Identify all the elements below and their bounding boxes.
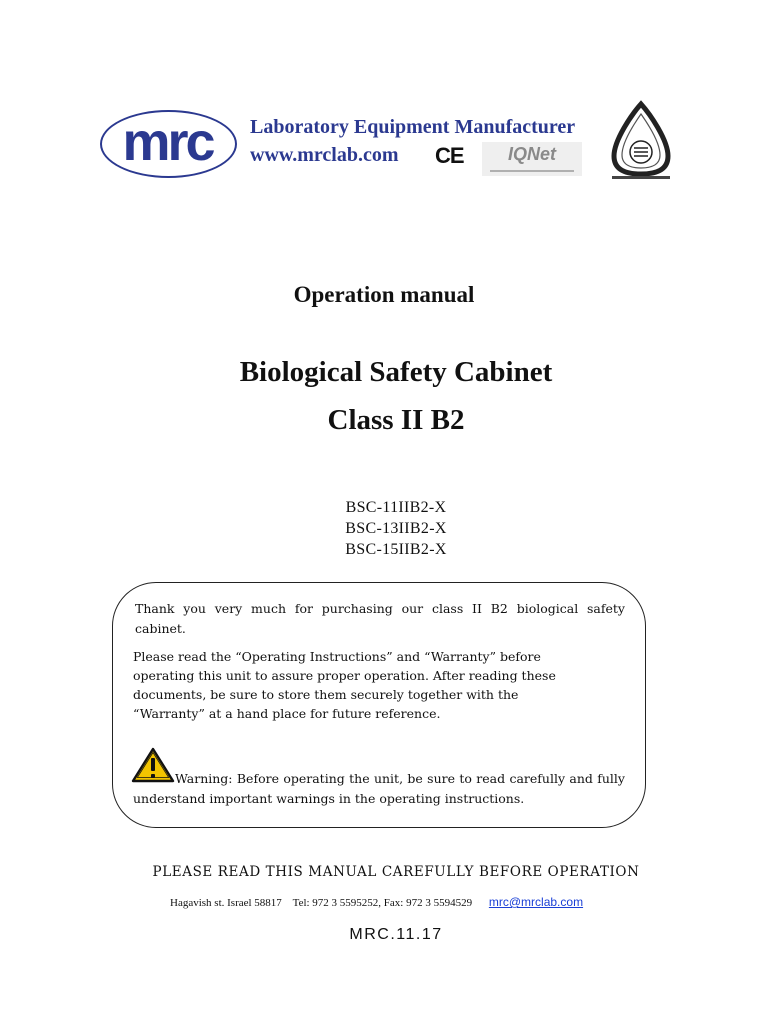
- iqnet-underline: [490, 170, 574, 172]
- model-number: BSC-15IIB2-X: [345, 541, 447, 558]
- header-banner: [90, 100, 690, 190]
- product-title: Biological Safety Cabinet: [239, 356, 553, 388]
- model-number: BSC-11IIB2-X: [345, 499, 447, 516]
- iqnet-logo: [482, 142, 582, 176]
- address-phone-fax: Hagavish st. Israel 58817 Tel: 972 3 5595252, Fax: 972 3 5594529: [170, 897, 473, 909]
- company-website: www.mrclab.com: [250, 144, 399, 166]
- model-number: BSC-13IIB2-X: [345, 520, 447, 537]
- read-manual-notice: PLEASE READ THIS MANUAL CAREFULLY BEFORE OPERATION: [152, 864, 640, 880]
- product-class: Class II B2: [327, 404, 465, 436]
- document-type: Operation manual: [293, 282, 475, 307]
- contact-info: [170, 895, 730, 909]
- iqnet-text: IQNet: [507, 144, 556, 164]
- logo-text: mrc: [122, 112, 213, 172]
- ce-mark: CE: [435, 143, 464, 168]
- certification-seal-icon: [608, 100, 674, 180]
- mrc-logo: [100, 110, 235, 176]
- document-code: MRC.11.17: [349, 926, 443, 943]
- notice-box: [112, 582, 646, 828]
- model-list: [0, 497, 768, 560]
- warning-text: Warning: Before operating the unit, be sure to read carefully and fully understand important warnings in the operating instructions.: [133, 771, 625, 806]
- instructions-text: Please read the “Operating Instructions” and “Warranty” before operating this unit to assure proper operation. After reading these documents, be sure to store them securely together with the “Warranty” at a hand place for future reference.: [133, 649, 556, 721]
- email-link[interactable]: mrc@mrclab.com: [488, 895, 584, 909]
- thank-you-text: Thank you very much for purchasing our class II B2 biological safety cabinet.: [135, 601, 625, 636]
- company-tagline: Laboratory Equipment Manufacturer: [250, 116, 576, 138]
